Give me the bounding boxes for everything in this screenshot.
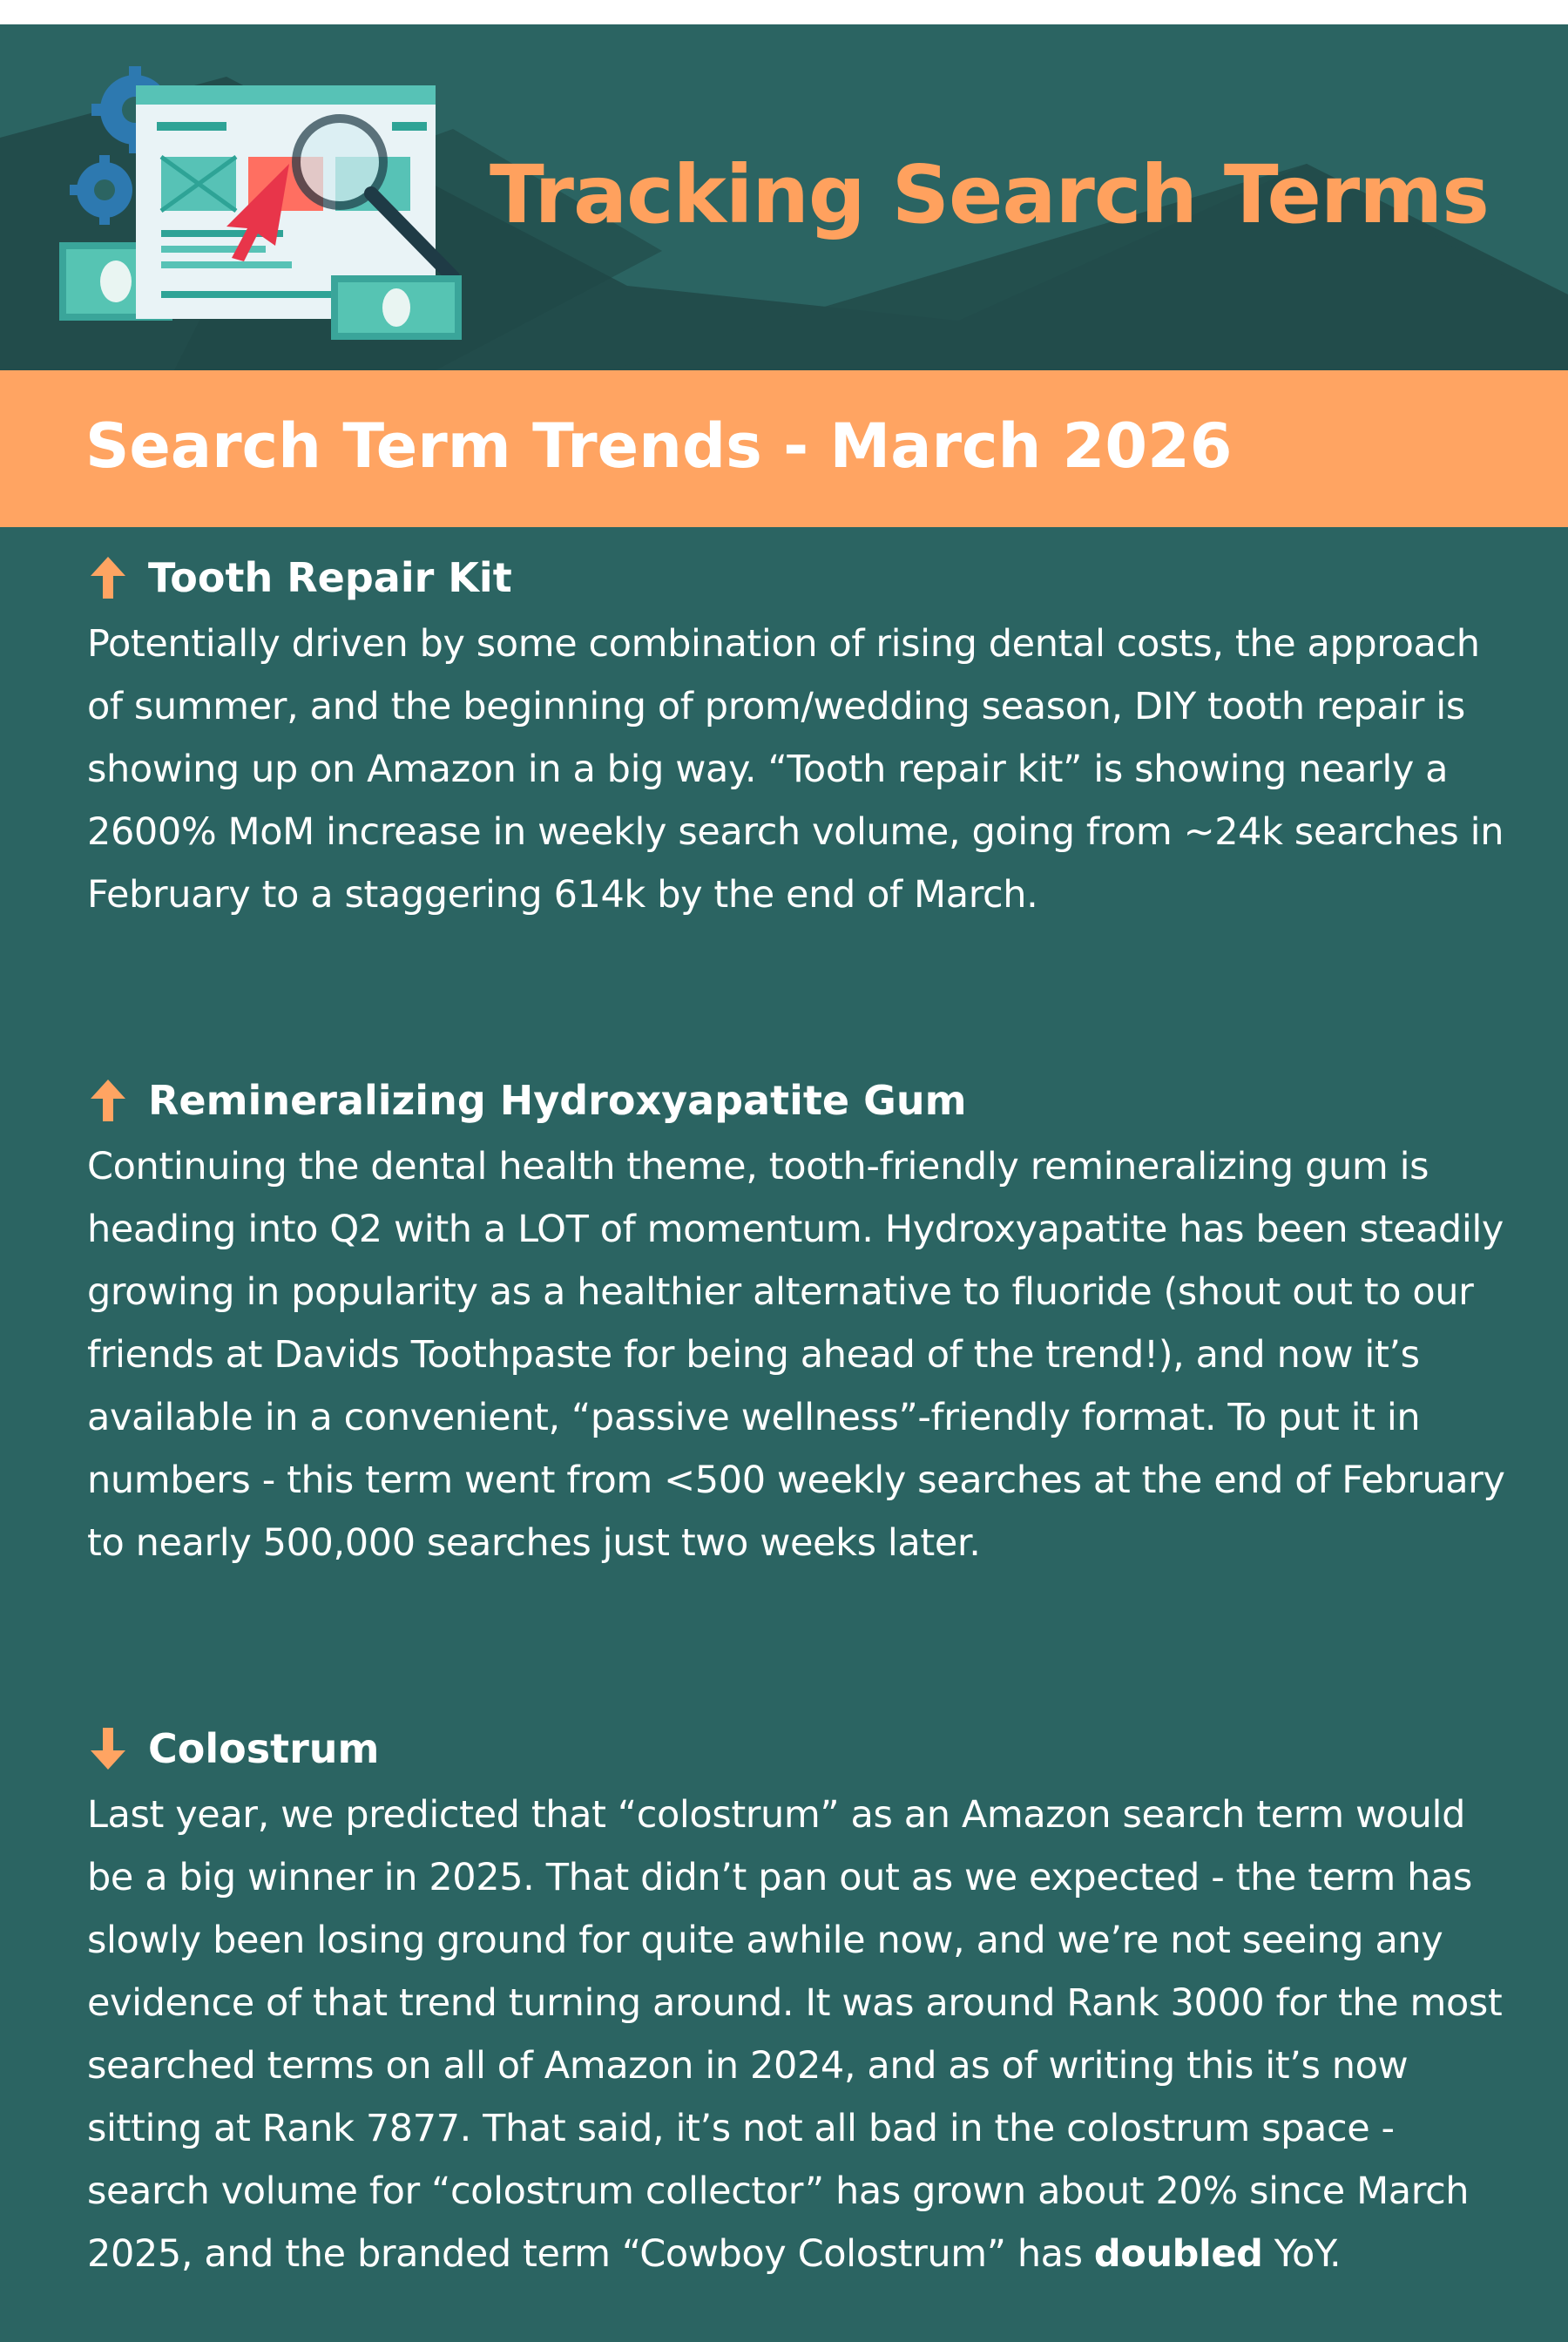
trend-item-description (87, 1784, 1516, 2285)
trend-item-description: Potentially driven by some combination of rising dental costs, the approach of summer, and the beginning of prom/wedding season, DIY tooth repair is showing up on Amazon in a big way. “Tooth repair kit” is showing nearly a 2600% MoM increase in weekly search volume, going from ~24k searches in February to a staggering 614k by the end of March. (87, 622, 1504, 917)
header-title: Tracking Search Terms (490, 148, 1489, 241)
trend-item-hydroxyapatite-gum (87, 1076, 1516, 1574)
arrow-down-icon (87, 1724, 129, 1773)
trend-item-colostrum (87, 1724, 1516, 2285)
trend-item-title: Tooth Repair Kit (148, 554, 512, 601)
trend-item-header (87, 1076, 1516, 1125)
trend-item-header (87, 1724, 1516, 1773)
header-banner (0, 24, 1568, 370)
trends-content (0, 527, 1568, 2342)
section-banner (0, 370, 1568, 527)
web-analytics-illustration-icon (52, 59, 470, 347)
arrow-up-icon (87, 553, 129, 602)
trend-item-title: Colostrum (148, 1725, 380, 1772)
trend-item-text: Last year, we predicted that “colostrum” as an Amazon search term would be a big winner in 2025. That didn’t pan out as we expected - the term has slowly been losing ground for quite awhile now, and we’re not seeing any evidence of that trend turning around. It was around Rank 3000 for the most searched terms on all of Amazon in 2024, and as of writing this it’s now sitting at Rank 7877. That said, it’s not all bad in the colostrum space - search volume for “colostrum collector” has grown about 20% since March 2025, and the branded term “Cowboy Colostrum” has (87, 1793, 1503, 2276)
top-whitespace (0, 0, 1568, 24)
trend-item-tooth-repair-kit (87, 553, 1516, 926)
trend-item-title: Remineralizing Hydroxyapatite Gum (148, 1077, 967, 1124)
section-title: Search Term Trends - March 2026 (85, 410, 1233, 482)
trend-item-text-end: YoY. (1262, 2232, 1342, 2276)
arrow-up-icon (87, 1076, 129, 1125)
trend-item-emphasis: doubled (1093, 2232, 1263, 2276)
trend-item-header (87, 553, 1516, 602)
trend-item-description: Continuing the dental health theme, tooth-friendly remineralizing gum is heading into Q2 with a LOT of momentum. Hydroxyapatite has been steadily growing in popularity as a healthier alternative to fluoride (shout out to our friends at Davids Toothpaste for being ahead of the trend!), and now it’s available in a convenient, “passive wellness”-friendly format. To put it in numbers - this term went from <500 weekly searches at the end of February to nearly 500,000 searches just two weeks later. (87, 1145, 1505, 1565)
